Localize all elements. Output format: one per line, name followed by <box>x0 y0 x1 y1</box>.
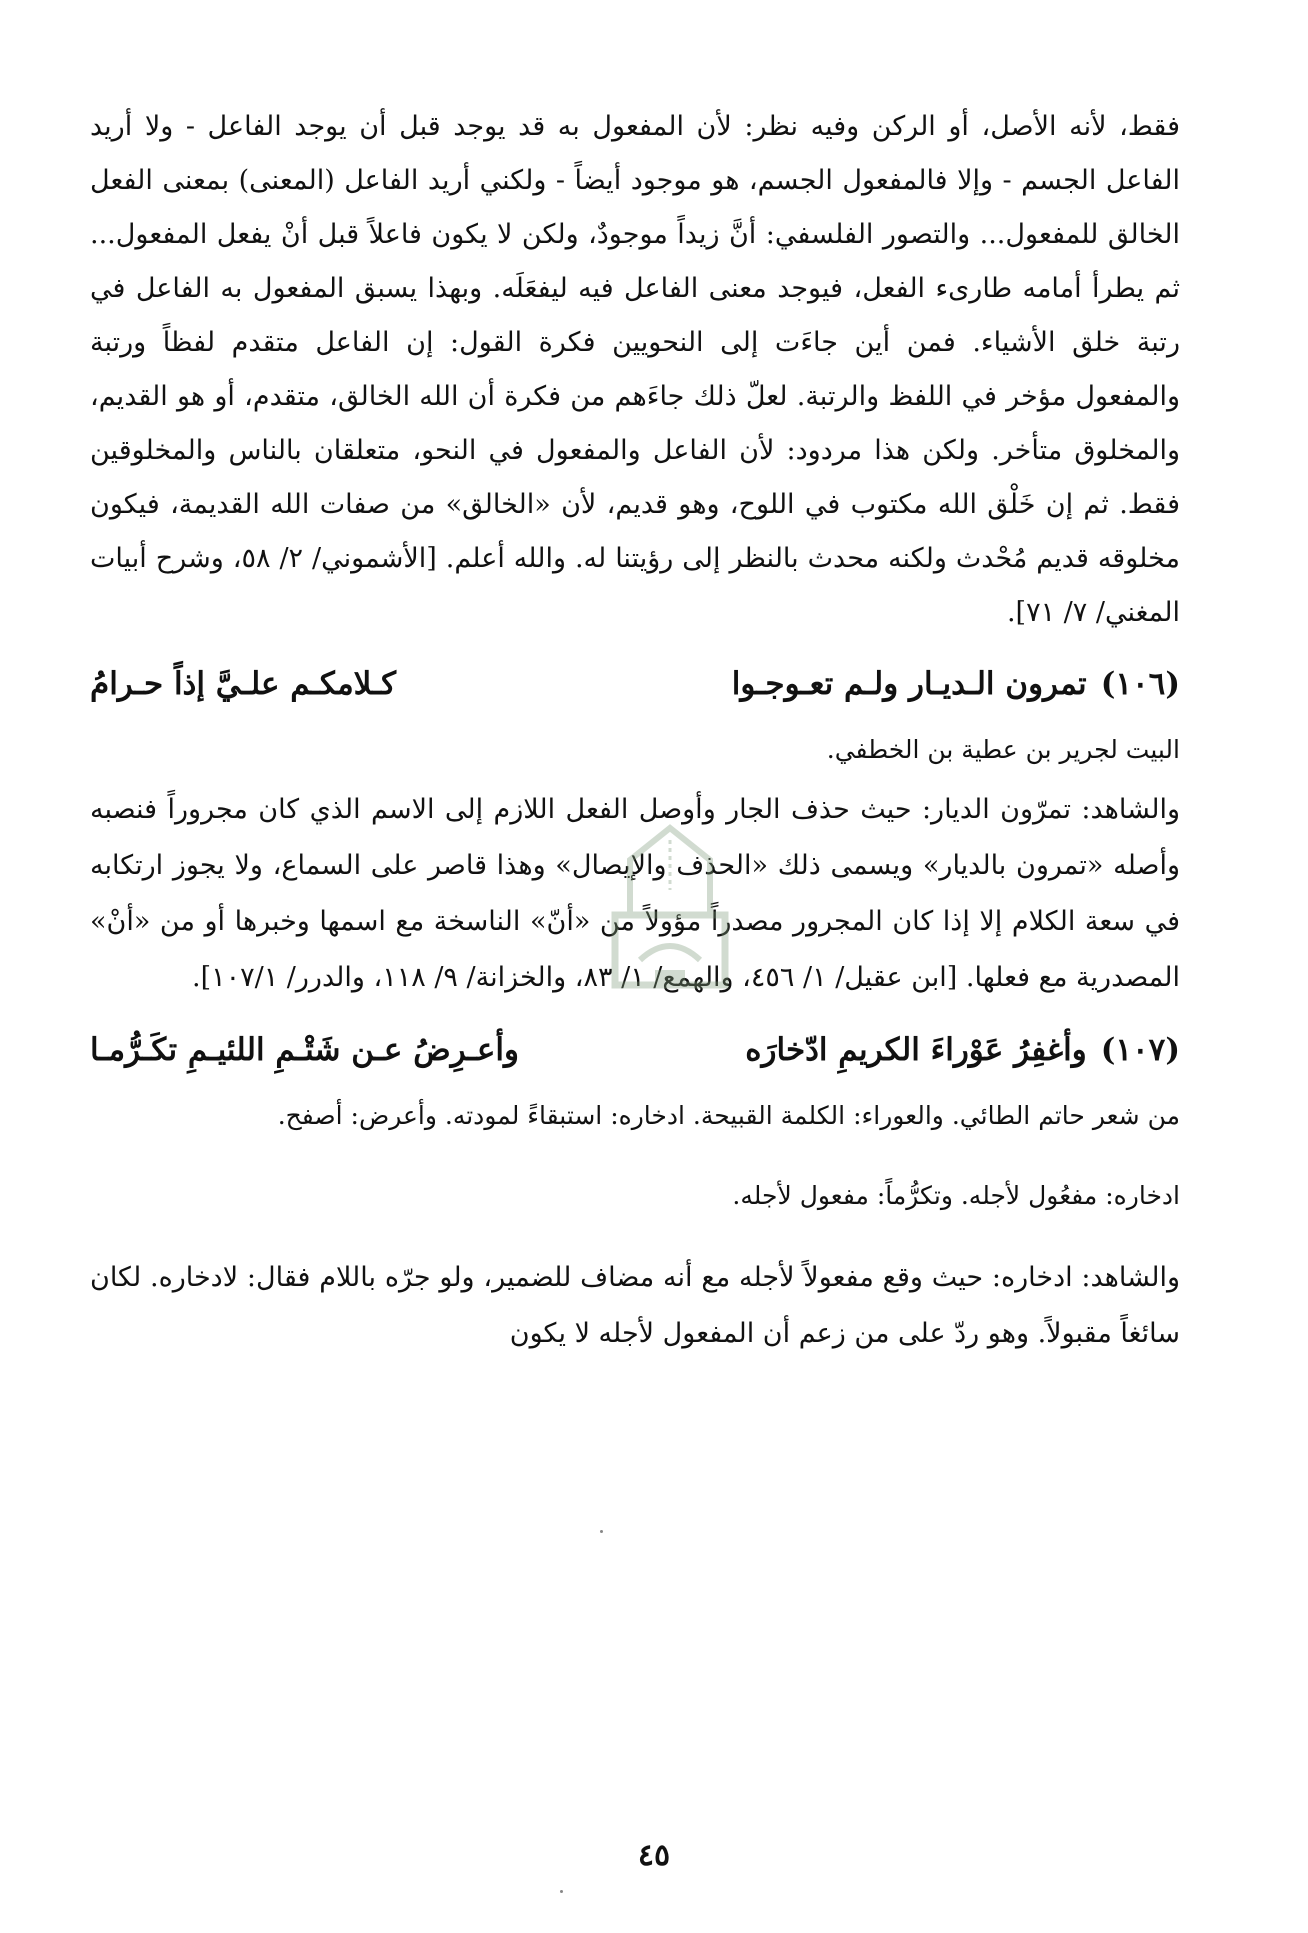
page-body <box>90 100 1180 1362</box>
verse-107-first-hemistich: وأغفِرُ عَوْراءَ الكريمِ ادّخارَه <box>745 1032 1087 1068</box>
verse-107-second-hemistich: وأعـرِضُ عـن شَتْـمِ اللئيـمِ تكَـرُّمـا <box>90 1032 519 1068</box>
verse-106-first-hemistich: تمرون الـديـار ولـم تعـوجـوا <box>731 666 1087 702</box>
verse-107-number: (١٠٧) <box>1100 1032 1180 1068</box>
verse-106 <box>90 654 1180 714</box>
verse-106-second-hemistich: كـلامكـم علـيَّ إذاً حـرامُ <box>90 666 397 702</box>
speck <box>560 1890 563 1893</box>
verse-106-number: (١٠٦) <box>1100 666 1180 702</box>
verse-107-grammar: ادخاره: مفعُول لأجله. وتكرُّماً: مفعول لأجله. <box>732 1181 1180 1210</box>
paragraph-commentary-105: فقط، لأنه الأصل، أو الركن وفيه نظر: لأن المفعول به قد يوجد قبل أن يوجد الفاعل - ولا أريد الفاعل الجسم - وإلا فالمفعول الجسم، هو موجود أيضاً - ولكني أريد الفاعل (المعنى) بمعنى الفعل الخالق للمفعول... والتصور الفلسفي: أنَّ زيداً موجودٌ، ولكن لا يكون فاعلاً قبل أنْ يفعل المفعول... ثم يطرأ أمامه طارىء الفعل، فيوجد معنى الفاعل فيه ليفعَلَه. وبهذا يسبق المفعول به الفاعل في رتبة خلق الأشياء. فمن أين جاءَت إلى النحويين فكرة القول: إن الفاعل متقدم لفظاً ورتبة والمفعول مؤخر في اللفظ والرتبة. لعلّ ذلك جاءَهم من فكرة أن الله الخالق، متقدم، أو هو القديم، والمخلوق متأخر. ولكن هذا مردود: لأن الفاعل والمفعول في النحو، متعلقان بالناس والمخلوقين فقط. ثم إن خَلْق الله مكتوب في اللوح، وهو قديم، لأن «الخالق» من صفات الله القديمة، فيكون مخلوقه قديم مُحْدث ولكنه محدث بالنظر إلى رؤيتنا له. والله أعلم. [الأشموني/ ٢/ ٥٨، وشرح أبيات المغني/ ٧/ ٧١]. <box>90 111 1180 628</box>
verse-106-source: البيت لجرير بن عطية بن الخطفي. <box>826 735 1180 764</box>
verse-107-first-line <box>745 1020 1180 1080</box>
verse-107-witness: والشاهد: ادخاره: حيث وقع مفعولاً لأجله مع أنه مضاف للضمير، ولو جرّه باللام فقال: لادخاره. لكان سائغاً مقبولاً. وهو ردّ على من زعم أن المفعول لأجله لا يكون <box>90 1262 1180 1349</box>
speck <box>600 1530 603 1533</box>
verse-106-first-line <box>732 654 1180 714</box>
library-seal-icon <box>560 820 780 1020</box>
verse-107 <box>90 1020 1180 1080</box>
verse-106-witness: والشاهد: تمرّون الديار: حيث حذف الجار وأوصل الفعل اللازم إلى الاسم الذي كان مجروراً فنصبه وأصله «تمرون بالديار» ويسمى ذلك «الحذف والإيصال» وهذا قاصر على السماع، ولا يجوز ارتكابه في سعة الكلام إلا إذا كان المجرور مصدراً مؤولاً من «أنّ» الناسخة مع اسمها وخبرها أو من «أنْ» المصدرية مع فعلها. [ابن عقيل/ ١/ ٤٥٦، والهمع/ ١/ ٨٣، والخزانة/ ٩/ ١١٨، والدرر/ ١٠٧/١]. <box>90 794 1180 993</box>
verse-107-source: من شعر حاتم الطائي. والعوراء: الكلمة القبيحة. ادخاره: استبقاءً لمودته. وأعرض: أصفح. <box>277 1101 1180 1130</box>
page-number: ٤٥ <box>637 1838 671 1873</box>
